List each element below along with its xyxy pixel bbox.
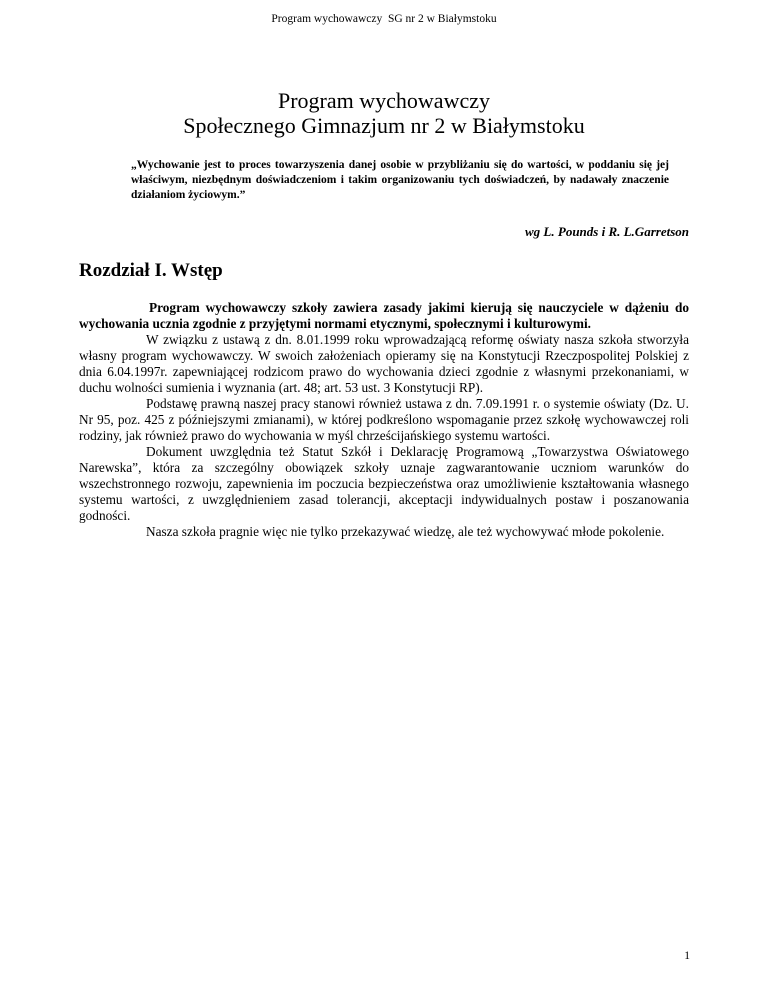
motto-quote: „Wychowanie jest to proces towarzyszenia danej osobie w przybliżaniu się do wartości, w poddaniu się jej właściwym, niezbędnym doświadczeniom i takim organizowaniu tych doświadczeń, by nadawały znaczenie działaniom życiowym.” (131, 159, 669, 201)
paragraph: Dokument uwzględnia też Statut Szkół i Deklarację Programową „Towarzystwa Oświatowego Narewska”, która za szczególny obowiązek szkoły uznaje zagwarantowanie uczniom warunków do wszechstronnego rozwoju, zapewnienia im poczucia bezpieczeństwa oraz umożliwienie kształtowania własnego systemu wartości, z uwzględnieniem zasad tolerancji, akceptacji indywidualnych postaw i poszanowania godności. (79, 444, 689, 523)
page-number: 1 (684, 950, 690, 962)
chapter-heading: Rozdział I. Wstęp (79, 260, 223, 281)
running-header: Program wychowawczy SG nr 2 w Białymstoku (271, 13, 497, 25)
paragraph: W związku z ustawą z dn. 8.01.1999 roku wprowadzającą reformę oświaty nasza szkoła stworzyła własny program wychowawczy. W swoich założeniach opieramy się na Konstytucji Rzeczpospolitej Polskiej z dnia 6.04.1997r. zapewniającej rodzicom prawo do wychowania dzieci zgodnie z własnymi przekonaniami, w duchu wolności sumienia i wyznania (art. 48; art. 53 ust. 3 Konstytucji RP). (79, 332, 689, 395)
title-line-2: Społecznego Gimnazjum nr 2 w Białymstoku (183, 113, 585, 138)
paragraph: Podstawę prawną naszej pracy stanowi również ustawa z dn. 7.09.1991 r. o systemie oświaty (Dz. U. Nr 95, poz. 425 z późniejszymi zmianami), w której podkreślono wspomaganie przez szkołę wychowawczej roli rodziny, jak również prawo do wychowania w myśl chrześcijańskiego systemu wartości. (79, 396, 689, 443)
paragraph: Nasza szkoła pragnie więc nie tylko przekazywać wiedzę, ale też wychowywać młode pokolenie. (146, 524, 665, 539)
chapter-body (79, 300, 689, 540)
document-title (0, 88, 768, 138)
motto-attribution: wg L. Pounds i R. L.Garretson (525, 224, 689, 239)
title-line-1: Program wychowawczy (278, 88, 490, 113)
paragraph-lead: Program wychowawczy szkoły zawiera zasady jakimi kierują się nauczyciele w dążeniu do wychowania ucznia zgodnie z przyjętymi normami etycznymi, społecznymi i kulturowymi. (79, 300, 689, 331)
